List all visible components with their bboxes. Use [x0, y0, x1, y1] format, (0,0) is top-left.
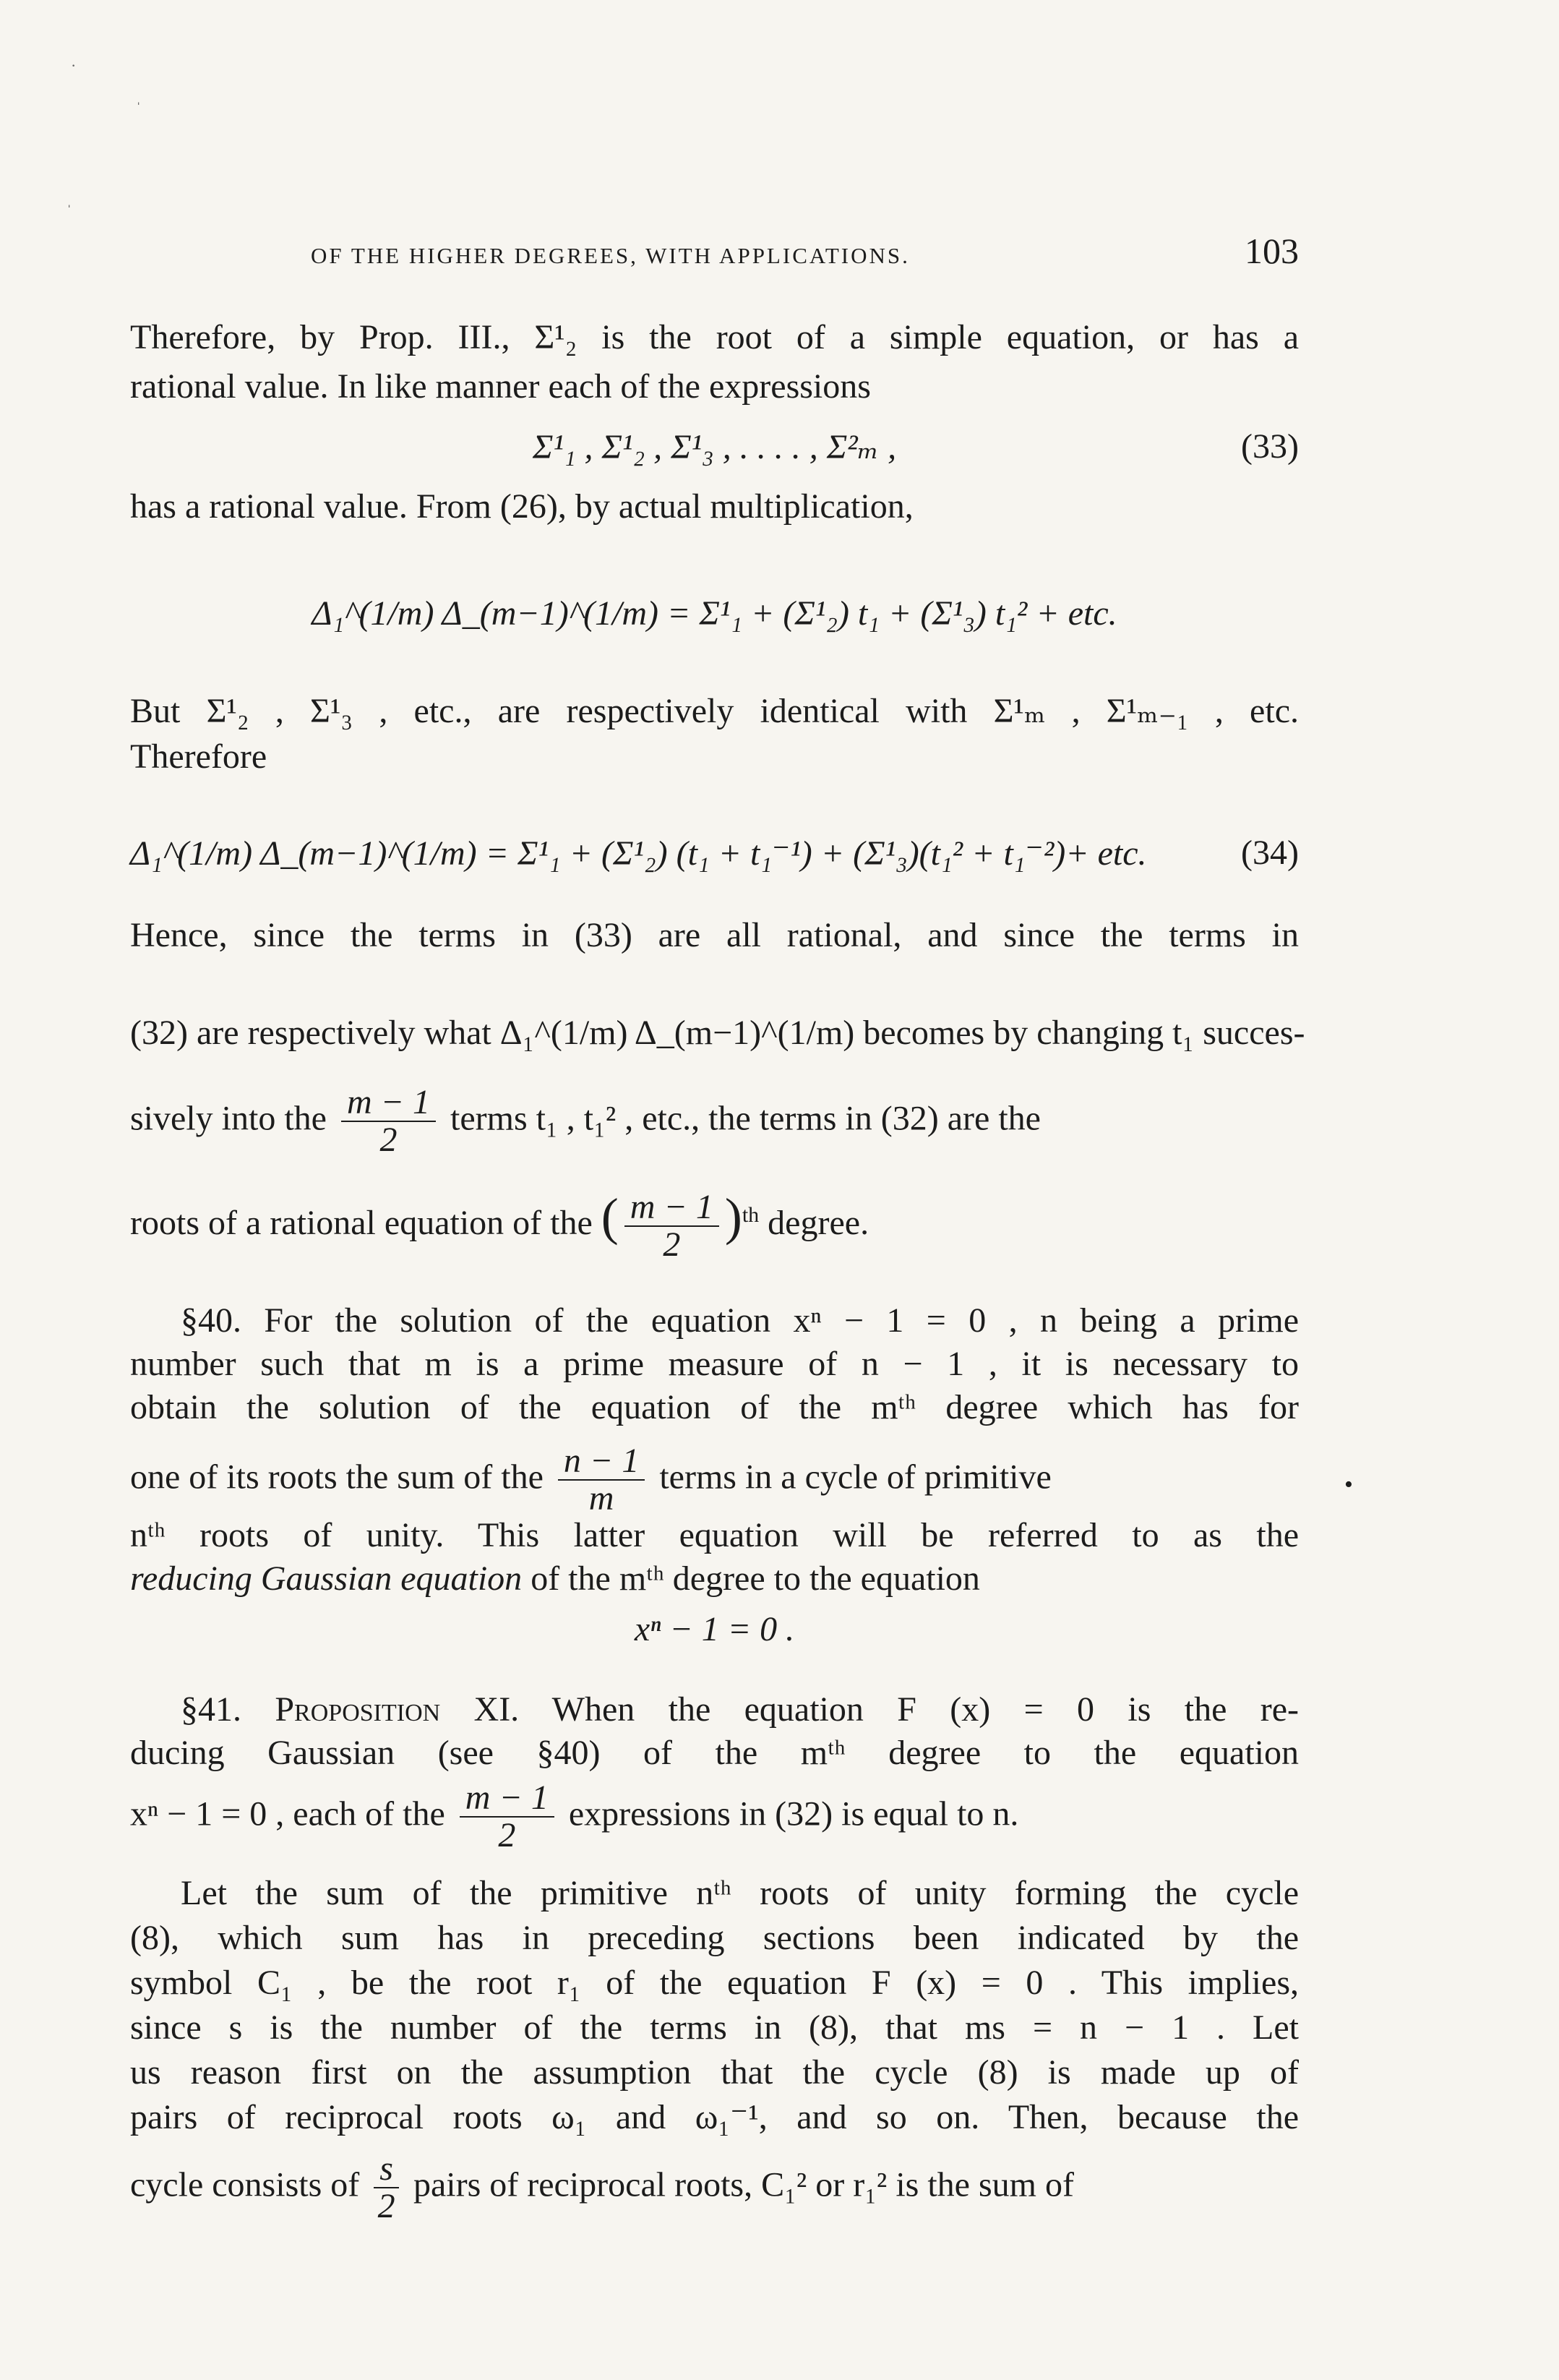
fraction: $\frac{n - 1}{m}$ [558, 1443, 645, 1518]
fraction: $\frac{m - 1}{2}$ [460, 1780, 554, 1854]
equation-33: Σ¹₁ , Σ¹₂ , Σ¹₃ , . . . . , Σ²ₘ , [532, 428, 897, 466]
text-line: Therefore, by Prop. III., Σ¹₂ is the root of a simple equation, or has a [130, 318, 1299, 356]
text-line: symbol C₁ , be the root r₁ of the equation F (x) = 0 . This implies, [130, 1964, 1299, 2002]
text-line: obtain the solution of the equation of the mᵗʰ degree which has for [130, 1388, 1299, 1426]
equation-product: Δ₁^(1/m) Δ_(m−1)^(1/m) = Σ¹₁ + (Σ¹₂) t₁ + (Σ¹₃) t₁² + etc. [312, 594, 1117, 633]
text-line: Therefore [130, 737, 267, 776]
equation-xn: xⁿ − 1 = 0 . [634, 1610, 795, 1648]
text-line: since s is the number of the terms in (8), that ms = n − 1 . Let [130, 2008, 1299, 2047]
text-line: (32) are respectively what Δ₁^(1/m) Δ_(m−1)^(1/m) becomes by changing t₁ succes- [130, 1014, 1305, 1052]
text-line: us reason first on the assumption that the cycle (8) is made up of [130, 2053, 1299, 2092]
margin-dot: • [1344, 1471, 1353, 1498]
text-line: one of its roots the sum of the $\frac{n - 1}{m}$ terms in a cycle of primitive [130, 1442, 1052, 1518]
page-speck: ˌ [66, 189, 72, 207]
proposition-xi-line: §41. Proposition XI. When the equation F (x) = 0 is the re- [181, 1690, 1300, 1729]
equation-number-33: (33) [1241, 427, 1299, 466]
fraction: $\frac{m - 1}{2}$ [341, 1084, 436, 1159]
text-line: pairs of reciprocal roots ω₁ and ω₁⁻¹, and so on. Then, because the [130, 2098, 1299, 2136]
page-speck: ˌ [136, 87, 142, 105]
equation-number-34: (34) [1241, 834, 1299, 872]
text-line: ducing Gaussian (see §40) of the mᵗʰ degree to the equation [130, 1734, 1299, 1772]
fraction: $\frac{s}{2}$ [374, 2151, 399, 2225]
page-speck: · [71, 56, 77, 74]
page-number: 103 [1245, 231, 1299, 271]
page-header [311, 230, 1299, 272]
text-line: nᵗʰ roots of unity. This latter equation will be referred to as the [130, 1516, 1299, 1554]
text-line: roots of a rational equation of the ( $\frac{m - 1}{2}$ )$^{th}$ degree. [130, 1187, 869, 1264]
text-line: number such that m is a prime measure of n − 1 , it is necessary to [130, 1345, 1299, 1383]
running-title: OF THE HIGHER DEGREES, WITH APPLICATIONS. [311, 243, 910, 268]
section-40-line: §40. For the solution of the equation xⁿ − 1 = 0 , n being a prime [181, 1301, 1299, 1340]
text-line: cycle consists of $\frac{s}{2}$ pairs of reciprocal roots, C₁² or r₁² is the sum of [130, 2149, 1074, 2226]
text-line: reducing Gaussian equation of the mᵗʰ degree to the equation [130, 1559, 980, 1598]
text-line: Let the sum of the primitive nᵗʰ roots of unity forming the cycle [181, 1874, 1299, 1912]
text-line: But Σ¹₂ , Σ¹₃ , etc., are respectively identical with Σ¹ₘ , Σ¹ₘ₋₁ , etc. [130, 692, 1299, 730]
equation-34: Δ₁^(1/m) Δ_(m−1)^(1/m) = Σ¹₁ + (Σ¹₂) (t₁ + t₁⁻¹) + (Σ¹₃)(t₁² + t₁⁻²)+ etc. [130, 834, 1147, 873]
fraction: $\frac{m - 1}{2}$ [624, 1189, 719, 1264]
text-line: (8), which sum has in preceding sections been indicated by the [130, 1919, 1299, 1957]
text-line: rational value. In like manner each of the expressions [130, 367, 871, 406]
text-line: Hence, since the terms in (33) are all rational, and since the terms in [130, 916, 1299, 954]
text-line: has a rational value. From (26), by actual multiplication, [130, 487, 914, 526]
text-line: sively into the $\frac{m - 1}{2}$ terms t₁ , t₁² , etc., the terms in (32) are the [130, 1083, 1041, 1160]
text-line: xⁿ − 1 = 0 , each of the $\frac{m - 1}{2}$ expressions in (32) is equal to n. [130, 1778, 1019, 1855]
